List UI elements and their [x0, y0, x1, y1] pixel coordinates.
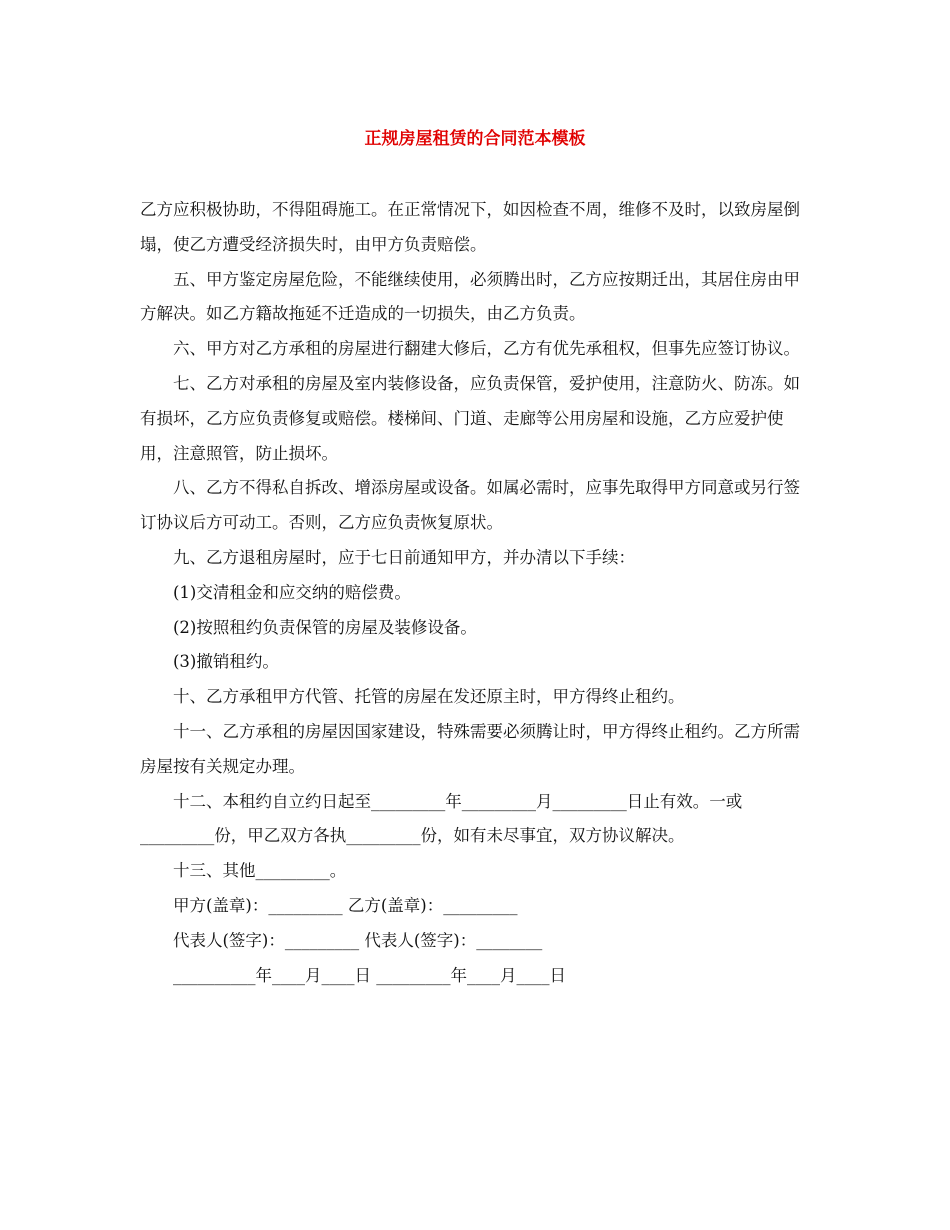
paragraph: 十一、乙方承租的房屋因国家建设，特殊需要必须腾让时，甲方得终止租约。乙方所需房屋按有关规定办理。	[140, 721, 800, 776]
signature-line-party: 甲方(盖章)：_________ 乙方(盖章)：_________	[173, 895, 518, 915]
paragraph: 十三、其他_________。	[173, 861, 347, 881]
paragraph: (2)按照租约负责保管的房屋及装修设备。	[173, 617, 477, 637]
paragraph: 九、乙方退租房屋时，应于七日前通知甲方，并办清以下手续：	[173, 547, 635, 567]
paragraph: 十二、本租约自立约日起至_________年_________月_________日止有效。一或_________份，甲乙双方各执_________份，如有未尽事宜，双方协议解决。	[140, 791, 743, 846]
paragraph: (1)交清租金和应交纳的赔偿费。	[173, 582, 411, 602]
paragraph: 八、乙方不得私自拆改、增添房屋或设备。如属必需时，应事先取得甲方同意或另行签订协议后方可动工。否则，乙方应负责恢复原状。	[140, 478, 800, 533]
paragraph: 七、乙方对承租的房屋及室内装修设备，应负责保管，爱护使用，注意防火、防冻。如有损坏，乙方应负责修复或赔偿。楼梯间、门道、走廊等公用房屋和设施，乙方应爱护使用，注意照管，防止损坏。	[140, 373, 800, 463]
paragraph: 六、甲方对乙方承租的房屋进行翻建大修后，乙方有优先承租权，但事先应签订协议。	[173, 339, 800, 359]
paragraph: (3)撤销租约。	[173, 652, 279, 672]
signature-line-date: __________年____月____日 _________年____月____日	[173, 965, 566, 985]
paragraph: 五、甲方鉴定房屋危险，不能继续使用，必须腾出时，乙方应按期迁出，其居住房由甲方解决。如乙方籍故拖延不迁造成的一切损失，由乙方负责。	[140, 269, 800, 324]
signature-line-representative: 代表人(签字)：_________ 代表人(签字)：________	[173, 930, 543, 950]
paragraph: 十、乙方承租甲方代管、托管的房屋在发还原主时，甲方得终止租约。	[173, 687, 685, 707]
paragraph: 乙方应积极协助，不得阻碍施工。在正常情况下，如因检查不周，维修不及时，以致房屋倒塌，使乙方遭受经济损失时，由甲方负责赔偿。	[140, 200, 800, 254]
document-body	[140, 193, 812, 993]
document-title: 正规房屋租赁的合同范本模板	[364, 129, 586, 149]
